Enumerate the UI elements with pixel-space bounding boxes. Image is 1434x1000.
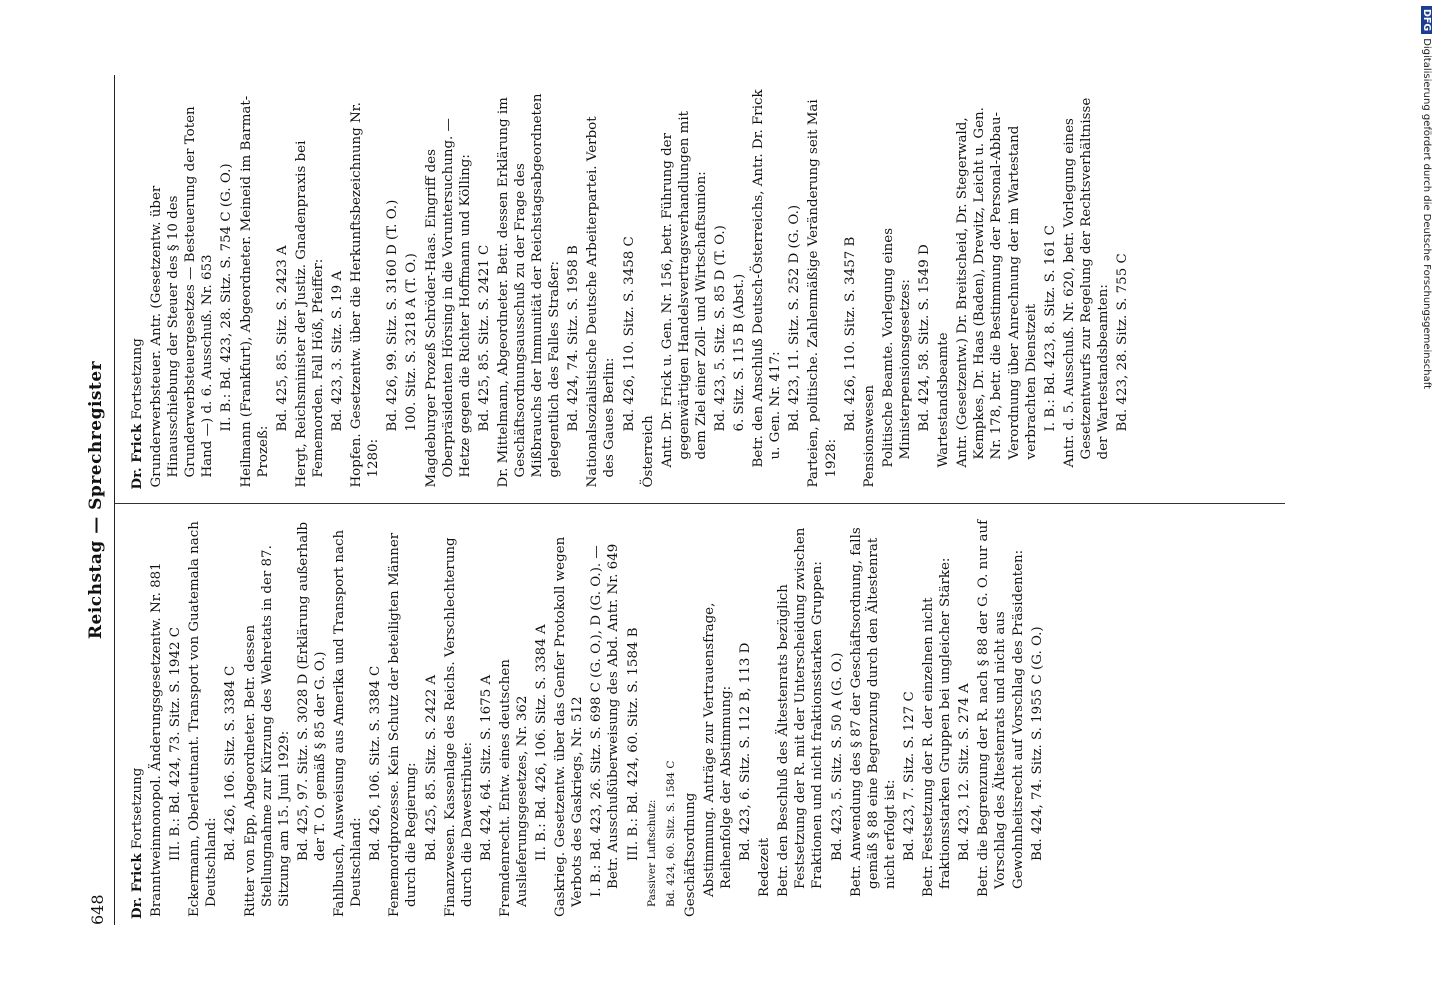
page-reference: II. B.: Bd. 423, 28. Sitz. S. 754 C (G. O.): [219, 163, 235, 432]
register-subentry: Antr. (Gesetzentw.) Dr. Breitscheid, Dr. Stegerwald, Kempkes, Dr. Haas (Baden), Drewitz, Leicht u. Gen. Nr. 178, betr. die Bestimmung der Personal-Abbau-Verordnung über Anrechnung der im Wartestand verbrachten Dienstzeit: [955, 107, 1039, 468]
register-subentry: Redezeit: [757, 837, 773, 897]
register-entry: Fremdenrecht. Entw. eines deutschen Auslieferungsgesetzes, Nr. 362: [497, 659, 530, 917]
register-entry: Branntweinmonopol. Änderungsgesetzentw. Nr. 881: [149, 562, 165, 917]
register-subentry: Betr. den Anschluß Deutsch-Österreichs, Antr. Dr. Frick u. Gen. Nr. 417:: [751, 89, 784, 468]
register-entry: Nationalsozialistische Deutsche Arbeiterpartei. Verbot des Gaues Berlin:: [585, 116, 618, 488]
continuation-label: Fortsetzung: [130, 338, 145, 420]
register-entry: Heilmann (Frankfurt), Abgeordneter. Meineid im Barmat-Prozeß:: [238, 95, 271, 488]
page-reference: III. B.: Bd. 424, 73. Sitz. S. 1942 C: [168, 627, 184, 861]
page-reference: Bd. 424, 74. Sitz. S. 1958 B: [566, 245, 582, 432]
page-reference: Bd. 426, 99. Sitz. S. 3160 D (T. O.): [385, 199, 401, 432]
dfg-logo: DFG: [1421, 6, 1432, 34]
register-entry: Pensionswesen: [861, 385, 877, 488]
register-entry: Parteien, politische. Zahlenmäßige Veränderung seit Mai 1928:: [806, 99, 839, 488]
page-number: 648: [88, 894, 107, 925]
register-subentry: Abstimmung. Anträge zur Vertrauensfrage, Reihenfolge der Abstimmung:: [701, 602, 734, 897]
register-entry: Finanzwesen. Kassenlage des Reichs. Verschlechterung durch die Dawestribute:: [442, 537, 475, 917]
page-reference: Bd. 423, 12. Sitz. S. 274 A: [957, 683, 973, 861]
page-reference: Bd. 425, 85. Sitz. S. 2421 C: [476, 244, 492, 432]
page-reference: Bd. 426, 106. Sitz. S. 3384 C: [368, 665, 384, 861]
left-column: [115, 505, 1285, 926]
page-reference: Bd. 424, 58. Sitz. S. 1549 D: [917, 244, 933, 432]
page-reference: III. B.: Bd. 424, 60. Sitz. S. 1584 B: [625, 627, 641, 861]
page-reference: I. B.: Bd. 423, 8. Sitz. S. 161 C: [1042, 225, 1058, 432]
register-subentry: Betr. den Beschluß des Ältestenrats bezüglich Festsetzung der R. mit der Unterscheidung zwischen Fraktionen und nicht fraktionsstarken Gruppen:: [776, 527, 826, 897]
register-entry: Eckermann, Oberleutnant. Transport von Guatemala nach Deutschland:: [187, 521, 220, 917]
register-entry: Österreich: [640, 415, 656, 488]
register-subentry: Betr. Festsetzung der R. der einzelnen nicht fraktionsstarken Gruppen bei ungleicher Stärke:: [921, 557, 954, 897]
page-reference: Bd. 424, 64. Sitz. S. 1675 A: [478, 674, 494, 861]
register-subentry: Antr. Dr. Frick u. Gen. Nr. 156, betr. Führung der gegenwärtigen Handelsvertragsverhandlungen mit dem Ziel einer Zoll- und Wirtschaftsunion:: [659, 110, 709, 468]
column-head: [129, 89, 146, 490]
register-subentry: Wartestandsbeamte: [936, 332, 952, 468]
register-entry: Ritter von Epp, Abgeordneter. Betr. dessen Stellungnahme zur Kürzung des Wehretats in der 87. Sitzung am 15. Juni 1929:: [242, 545, 292, 917]
page-reference: Bd. 423, 7. Sitz. S. 127 C: [901, 691, 917, 861]
register-entry: Hopfen. Gesetzentw. über die Herkunftsbezeichnung Nr. 1280:: [349, 102, 382, 488]
register-subentry: Antr. d. 5. Ausschuß. Nr. 620, betr. Vorlegung eines Gesetzentwurfs zur Regelung der Rechtsverhältnisse der Wartestandsbeamten:: [1061, 97, 1111, 468]
page-reference: Bd. 426, 110. Sitz. S. 3457 B: [842, 236, 858, 432]
page-reference: II. B.: Bd. 426, 106. Sitz. S. 3384 A: [534, 624, 550, 861]
register-entry: Dr. Mittelmann, Abgeordneter. Betr. dessen Erklärung im Geschäftsordnungsausschuß zu der Frage des Mißbrauchs der Immunität der Reichstagsabgeordneten gelegentlich des Falles Straßer:: [495, 93, 563, 488]
page-reference: 6. Sitz. S. 115 B (Abst.): [732, 273, 748, 432]
funding-credit: [1421, 6, 1432, 389]
page-reference: Bd. 423, 28. Sitz. S. 755 C: [1115, 253, 1131, 432]
register-subentry: Politische Beamte. Vorlegung eines Ministerpensionsgesetzes:: [880, 227, 913, 468]
speaker-name: Dr. Frick: [129, 853, 145, 919]
page-reference: Bd. 425, 97. Sitz. S. 3028 D (Erklärung außerhalb der T. O. gemäß § 85 der G. O.): [295, 521, 328, 861]
page-reference: Bd. 423, 5. Sitz. S. 85 D (T. O.): [713, 225, 728, 432]
register-entry: Fememordprozesse. Kein Schutz der beteiligten Männer durch die Regierung:: [387, 532, 420, 917]
page-reference: Bd. 424, 74. Sitz. S. 1955 C (G. O.): [1029, 626, 1045, 861]
funding-credit-text: Digitalisierung gefördert durch die Deutsche Forschungsgemeinschaft: [1421, 38, 1432, 390]
page-reference: Bd. 423, 5. Sitz. S. 50 A (G. O.): [829, 652, 845, 861]
page-reference: Bd. 423, 6. Sitz. S. 112 B, 113 D: [738, 642, 754, 861]
page-reference: Bd. 426, 106. Sitz. S. 3384 C: [223, 665, 239, 861]
register-entry: Geschäftsordnung: [682, 792, 698, 917]
page-reference: Bd. 425, 85. Sitz. S. 2422 A: [423, 674, 439, 861]
right-column: [115, 75, 1285, 505]
page-reference: Bd. 426, 110. Sitz. S. 3458 C: [621, 236, 637, 432]
register-entry: Fahlbusch, Ausweisung aus Amerika und Transport nach Deutschland:: [332, 529, 365, 917]
page-reference: Bd. 423, 11. Sitz. S. 252 D (G. O.): [787, 204, 803, 432]
register-entry: Gaskrieg. Gesetzentw. über das Genfer Protokoll wegen Verbots des Gaskriegs, Nr. 512: [553, 536, 586, 917]
register-subentry: Betr. die Begrenzung der R. nach § 88 der G. O. nur auf Vorschlag des Ältestenrats und nicht aus Gewohnheitsrecht auf Vorschlag des Präsidenten:: [976, 519, 1026, 897]
register-page: [80, 45, 1310, 955]
register-note: Passiver Luftschutz:: [645, 799, 658, 907]
page-reference: 100. Sitz. S. 3218 A (T. O.): [404, 253, 420, 432]
register-subentry: Betr. Anwendung des § 87 der Geschäftsordnung, falls gemäß § 88 eine Begrenzung durch den Ältestenrat nicht erfolgt ist:: [848, 527, 898, 897]
register-subentry: I. B.: Bd. 423, 26. Sitz. S. 698 C (G. O.), D (G. O.). — Betr. Ausschußüberweisung des Abd. Antr. Nr. 649: [589, 543, 622, 897]
register-note: Bd. 424, 60. Sitz. S. 1584 C: [664, 760, 677, 907]
speaker-name: Dr. Frick: [129, 423, 145, 490]
register-entry: Grunderwerbsteuer. Antr. (Gesetzentw. über Hinausschiebung der Steuer des § 10 des Grunderwerbsteuergesetzes — Besteuerung der Toten Hand —) d. 6. Ausschuß. Nr. 653: [149, 106, 216, 488]
continuation-label: Fortsetzung: [130, 767, 145, 850]
page-reference: Bd. 423, 3. Sitz. S. 19 A: [330, 270, 346, 432]
register-entry: Hergt, Reichsminister der Justiz. Gnadenpraxis bei Fememorden. Fall Höß, Pfeiffer:: [293, 140, 326, 488]
column-head: [129, 519, 146, 920]
running-head-title: Reichstag — Sprechregister: [86, 360, 106, 640]
columns: [115, 75, 1285, 925]
page-reference: Bd. 425, 85. Sitz. S. 2423 A: [274, 245, 290, 432]
running-head: [80, 75, 115, 925]
register-entry: Magdeburger Prozeß Schröder-Haas. Eingriff des Oberpräsidenten Hörsing in die Voruntersuchung. — Hetze gegen die Richter Hoffmann und Kölling:: [423, 118, 473, 488]
